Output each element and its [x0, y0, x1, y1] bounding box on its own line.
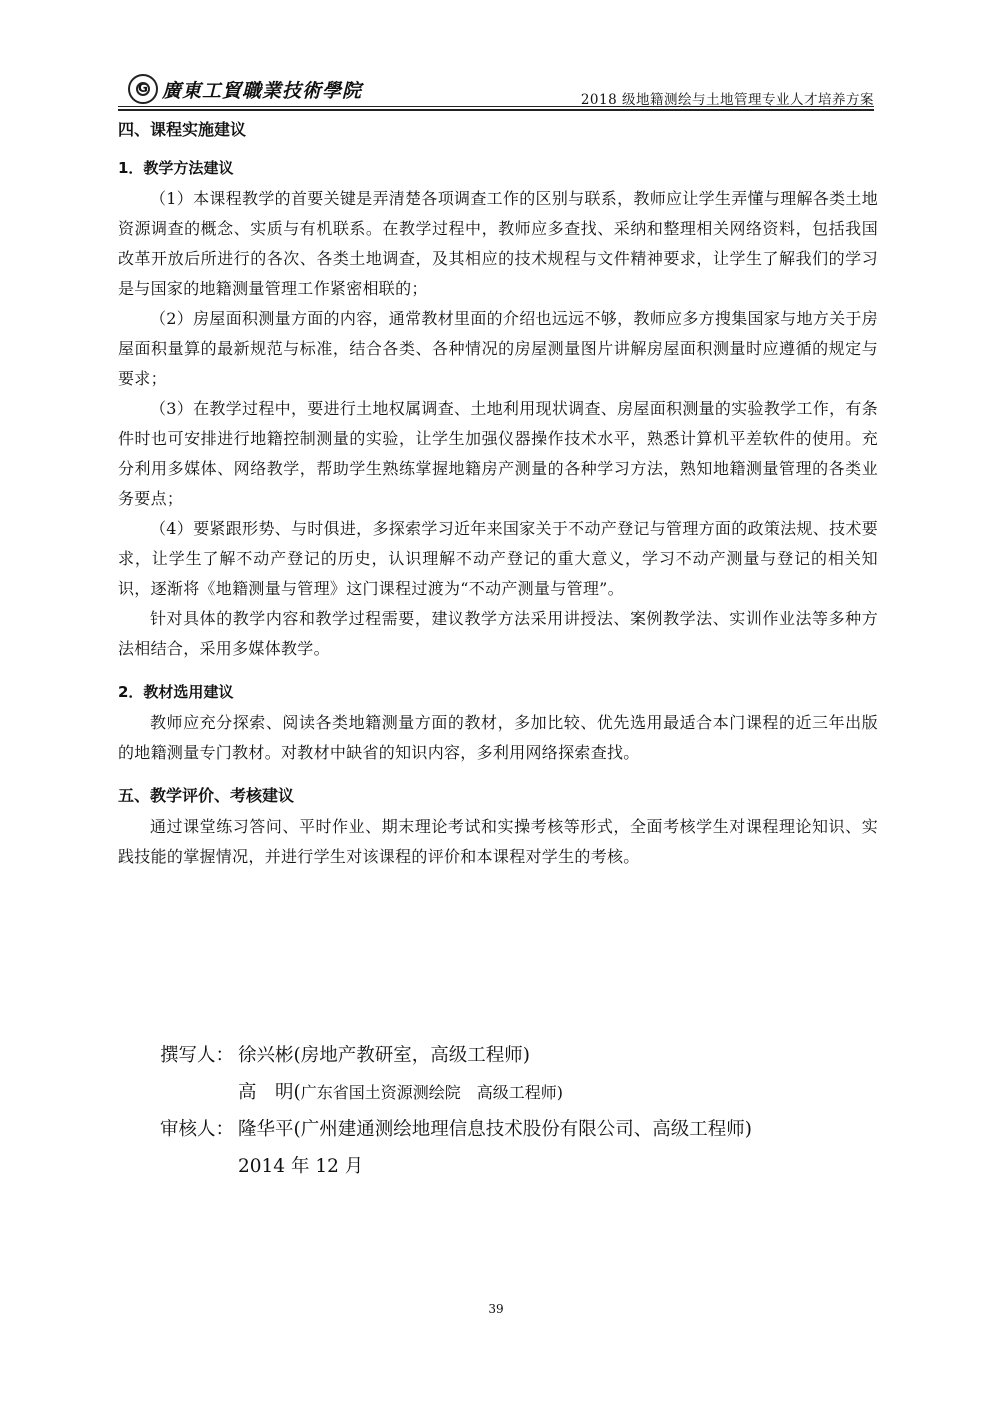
subsection-2-heading: 2．教材选用建议 [118, 683, 234, 701]
paragraph-method-3: （3）在教学过程中，要进行土地权属调查、土地利用现状调查、房屋面积测量的实验教学工作，有条件时也可安排进行地籍控制测量的实验，让学生加强仪器操作技术水平，熟悉计算机平差软件的使用。充分利用多媒体、网络教学，帮助学生熟练掌握地籍房产测量的各种学习方法，熟知地籍测量管理的各类业务要点； [118, 399, 878, 508]
writer-2-row [160, 1074, 752, 1111]
date: 2014 年 12 月 [238, 1156, 364, 1177]
paragraph-method-summary: 针对具体的教学内容和教学过程需要，建议教学方法采用讲授法、案例教学法、实训作业法等多种方法相结合，采用多媒体教学。 [118, 609, 878, 658]
paragraph-method-2: （2）房屋面积测量方面的内容，通常教材里面的介绍也远远不够，教师应多方搜集国家与地方关于房屋面积量算的最新规范与标准，结合各类、各种情况的房屋测量图片讲解房屋面积测量时应遵循的规定与要求； [118, 309, 878, 388]
header-divider [118, 106, 874, 107]
paragraph-textbook: 教师应充分探索、阅读各类地籍测量方面的教材，多加比较、优先选用最适合本门课程的近三年出版的地籍测量专门教材。对教材中缺省的知识内容，多利用网络探索查找。 [118, 713, 878, 762]
school-emblem-icon: G [128, 74, 158, 104]
paragraph-method-4: （4）要紧跟形势、与时俱进，多探索学习近年来国家关于不动产登记与管理方面的政策法规、技术要求，让学生了解不动产登记的历史，认识理解不动产登记的重大意义，学习不动产测量与登记的相关知识，逐渐将《地籍测量与管理》这门课程过渡为“不动产测量与管理”。 [118, 519, 878, 598]
document-title: 2018 级地籍测绘与土地管理专业人才培养方案 [580, 92, 874, 108]
school-name: 廣東工貿職業技術學院 [162, 79, 363, 102]
page-header [118, 66, 874, 106]
signature-block [160, 1037, 752, 1185]
writer-row [160, 1037, 752, 1074]
writer-1: 徐兴彬(房地产教研室，高级工程师) [238, 1045, 530, 1066]
subsection-1-heading: 1．教学方法建议 [118, 159, 234, 177]
section-5-heading: 五、教学评价、考核建议 [118, 786, 295, 805]
writer-label: 撰写人： [160, 1045, 235, 1066]
reviewer-row [160, 1111, 752, 1148]
date-row [160, 1148, 752, 1185]
page-body [118, 118, 878, 872]
writer-2-name: 高 明( [238, 1082, 301, 1103]
writer-2-org: 广东省国土资源测绘院 高级工程师) [300, 1083, 563, 1102]
school-logo [128, 72, 362, 106]
paragraph-evaluation: 通过课堂练习答问、平时作业、期末理论考试和实操考核等形式，全面考核学生对课程理论知识、实践技能的掌握情况，并进行学生对该课程的评价和本课程对学生的考核。 [118, 817, 878, 866]
page-number: 39 [488, 1302, 504, 1316]
reviewer: 隆华平(广州建通测绘地理信息技术股份有限公司、高级工程师) [238, 1119, 752, 1140]
header-divider-thick [118, 109, 874, 111]
reviewer-label: 审核人： [160, 1119, 235, 1140]
section-4-heading: 四、课程实施建议 [118, 120, 247, 139]
paragraph-method-1: （1）本课程教学的首要关键是弄清楚各项调查工作的区别与联系，教师应让学生弄懂与理解各类土地资源调查的概念、实质与有机联系。在教学过程中，教师应多查找、采纳和整理相关网络资料，包括我国改革开放后所进行的各次、各类土地调查，及其相应的技术规程与文件精神要求，让学生了解我们的学习是与国家的地籍测量管理工作紧密相联的； [118, 189, 878, 298]
